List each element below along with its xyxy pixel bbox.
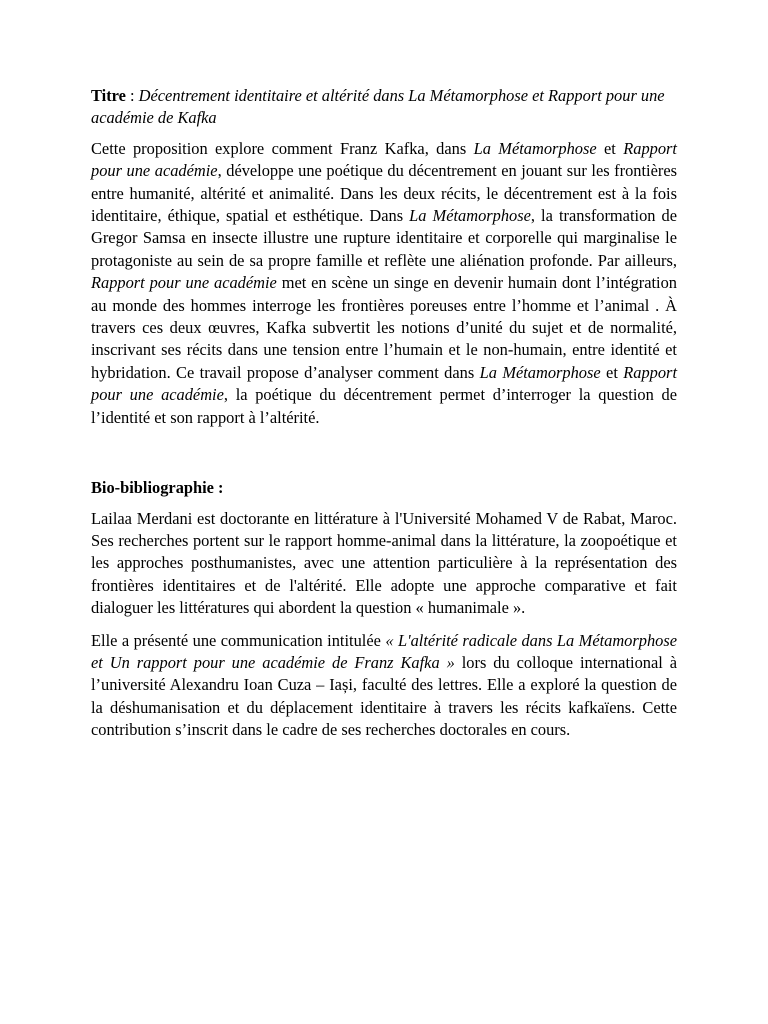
communication-title: « L'altérité radicale dans La Métamorphose et Un rapport pour une académie de Franz Kafka »	[91, 630, 677, 672]
abstract-paragraph	[91, 138, 677, 429]
abstract-text: et	[600, 362, 624, 382]
bio-heading: Bio-bibliographie :	[91, 478, 224, 498]
work-title: Rapport pour une académie	[91, 138, 677, 181]
abstract-text: , développe une poétique du décentrement en jouant sur les frontières entre humanité, altérité et animalité. Dans les deux récits, le décentrement est à la fois identitaire, éthique, spatial et esthétique. Dans	[91, 161, 677, 226]
work-title: La Métamorphose	[473, 138, 597, 158]
abstract-text: met en scène un singe en devenir humain dont l’intégration au monde des hommes interroge les frontières poreuses entre l’homme et l’animal . À travers ces deux œuvres, Kafka subvertit les notions d’unité du sujet et de normalité, inscrivant ses récits dans une tension entre l’humain et le non-humain, entre identité et hybridation. Ce travail propose d’analyser comment dans	[91, 273, 677, 382]
bio-paragraph-2	[91, 630, 677, 742]
abstract-text: Cette proposition explore comment Franz Kafka, dans	[91, 138, 474, 158]
work-title: La Métamorphose	[409, 206, 531, 226]
abstract-text: , la transformation de Gregor Samsa en insecte illustre une rupture identitaire et corporelle qui marginalise le protagoniste au sein de sa propre famille et reflète une aliénation profonde. Par ailleurs,	[91, 206, 677, 270]
work-title: La Métamorphose	[479, 362, 601, 382]
abstract-text: , la poétique du décentrement permet d’interroger la question de l’identité et son rapport à l’altérité.	[91, 385, 677, 427]
title-text: Décentrement identitaire et altérité dans La Métamorphose et Rapport pour une académie de Kafka	[91, 86, 665, 128]
document-page	[91, 85, 677, 742]
work-title: Rapport pour une académie	[91, 273, 277, 293]
work-title: Rapport pour une académie	[91, 362, 677, 405]
bio-paragraph-1: Lailaa Merdani est doctorante en littérature à l'Université Mohamed V de Rabat, Maroc. Ses recherches portent sur le rapport homme-animal dans la littérature, la zoopoétique et les approches posthumanistes, avec une attention particulière à la représentation des frontières identitaires et de l'altérité. Elle adopte une approche comparative et fait dialoguer les littératures qui abordent la question « humanimale ».	[91, 508, 677, 618]
title-label: Titre	[91, 86, 126, 105]
document-title	[91, 85, 677, 130]
bio-text: lors du colloque international à l’université Alexandru Ioan Cuza – Iași, faculté des lettres. Elle a exploré la question de la déshumanisation et du déplacement identitaire à travers les récits kafkaïens. Cette contribution s’inscrit dans le cadre de ses recherches doctorales en cours.	[91, 652, 677, 740]
title-separator: :	[125, 86, 139, 105]
bio-text: Elle a présenté une communication intitulée	[91, 630, 386, 650]
abstract-text: et	[596, 138, 624, 158]
